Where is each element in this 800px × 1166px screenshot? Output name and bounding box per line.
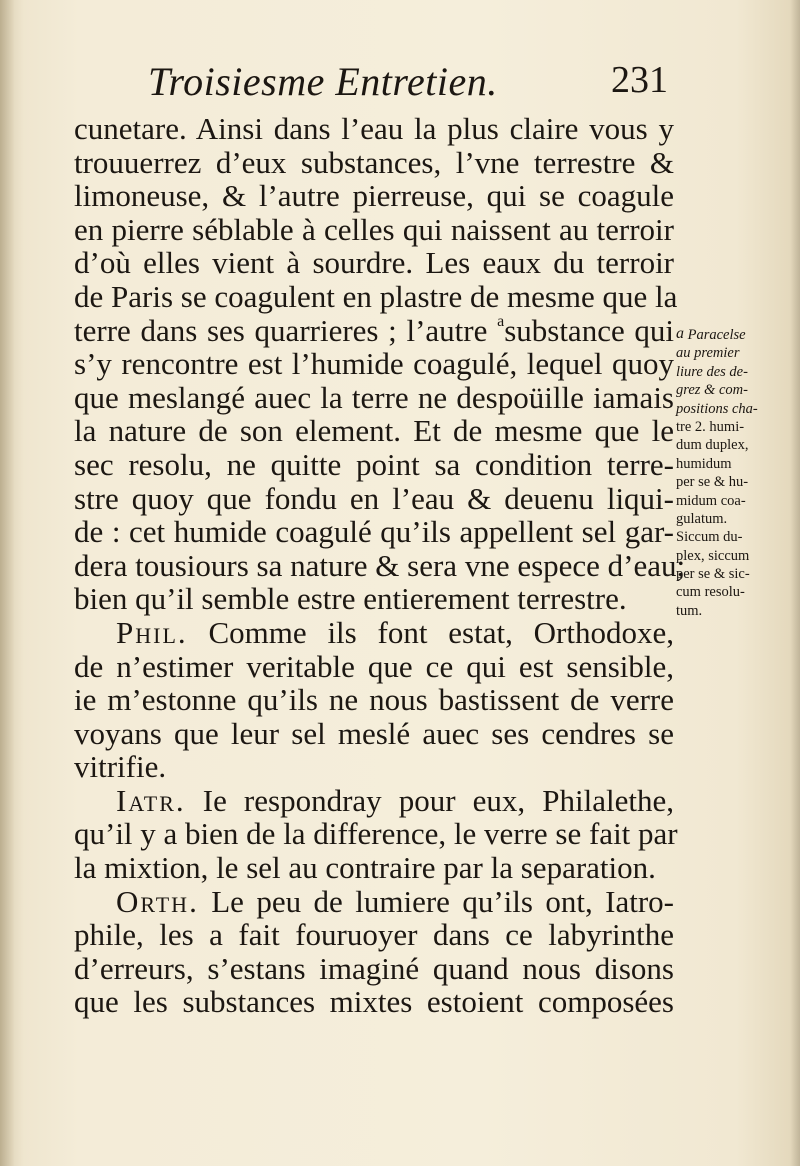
text-line: stre quoy que fondu en l’eau & deuenu liqui- — [74, 480, 674, 516]
note-line: humidum — [676, 455, 732, 472]
text-line: bien qu’il semble estre entierement terrestre. — [74, 581, 627, 617]
text-line: que les substances mixtes estoient composées — [74, 984, 674, 1020]
note-line: plex, siccum — [676, 547, 750, 564]
text-line: ie m’estonne qu’ils ne nous bastissent de verre — [74, 682, 674, 718]
text-line: de n’estimer veritable que ce qui est sensible, — [74, 648, 674, 684]
text-line: cunetare. Ainsi dans l’eau la plus claire vous y — [74, 111, 674, 146]
speaker-label: Iatr. — [116, 782, 186, 818]
footnote-marker: a — [497, 312, 505, 330]
text-line: la mixtion, le sel au contraire par la separation. — [74, 850, 656, 886]
note-line: Siccum du- — [676, 529, 743, 546]
text-line: d’où elles vient à sourdre. Les eaux du terroir — [74, 245, 674, 281]
text-line — [74, 616, 674, 650]
text-line: sec resolu, ne quitte point sa condition terre- — [74, 446, 674, 482]
text-line: d’erreurs, s’estans imaginé quand nous disons — [74, 950, 674, 986]
text-line: dera tousiours sa nature & sera vne espece d’eau; — [74, 547, 686, 583]
text-line: voyans que leur sel meslé auec ses cendres se — [74, 715, 674, 751]
running-title: Troisiesme Entretien. — [148, 59, 498, 104]
text-line: de : cet humide coagulé qu’ils appellent sel gar- — [74, 514, 674, 550]
note-line: tum. — [676, 602, 703, 619]
note-line: cum resolu- — [676, 584, 745, 601]
note-line: gulatum. — [676, 510, 728, 527]
page-header — [148, 58, 668, 108]
note-marker: a — [676, 325, 684, 342]
text-line: phile, les a fait fouruoyer dans ce labyrinthe — [74, 917, 674, 953]
text-line: en pierre séblable à celles qui naissent au terroir — [74, 211, 674, 247]
note-line: tre 2. humi- — [676, 418, 745, 435]
note-text: Paracelse — [687, 327, 746, 343]
text-segment: substance qui — [504, 312, 675, 348]
note-line: midum coa- — [676, 492, 746, 509]
note-line: per se & sic- — [676, 566, 750, 583]
speaker-label: Phil. — [116, 614, 188, 650]
note-line: positions cha- — [676, 400, 758, 417]
text-line: de Paris se coagulent en plastre de mesme que la — [74, 278, 678, 314]
note-line: per se & hu- — [676, 474, 749, 491]
text-segment: Le peu de lumiere qu’ils ont, Iatro- — [211, 883, 674, 919]
text-segment: Ie respondray pour eux, Philalethe, — [202, 782, 675, 818]
note-line — [676, 326, 788, 344]
text-segment: terre dans ses quarrieres ; l’autre — [74, 312, 488, 348]
text-line — [74, 784, 674, 818]
marginal-note — [676, 326, 788, 620]
text-segment: Comme ils font estat, Orthodoxe, — [208, 614, 674, 650]
text-line: s’y rencontre est l’humide coagulé, lequel quoy — [74, 346, 674, 382]
text-line: la nature de son element. Et de mesme que le — [74, 413, 674, 449]
page-number: 231 — [611, 59, 668, 101]
text-line: que meslangé auec la terre ne despoüille iamais — [74, 379, 674, 415]
text-line — [74, 885, 674, 919]
note-line: au premier — [676, 345, 740, 362]
text-line: limoneuse, & l’autre pierreuse, qui se coagule — [74, 178, 674, 214]
text-line: trouuerrez d’eux substances, l’vne terrestre & — [74, 144, 674, 180]
note-line: liure des de- — [676, 363, 748, 380]
note-line: dum duplex, — [676, 437, 749, 454]
body-text — [74, 111, 686, 1020]
text-line: qu’il y a bien de la difference, le verre se fait par — [74, 816, 678, 852]
speaker-label: Orth. — [116, 883, 199, 919]
text-line: vitrifie. — [74, 749, 167, 785]
text-line — [74, 314, 674, 348]
note-line: grez & com- — [676, 382, 748, 399]
